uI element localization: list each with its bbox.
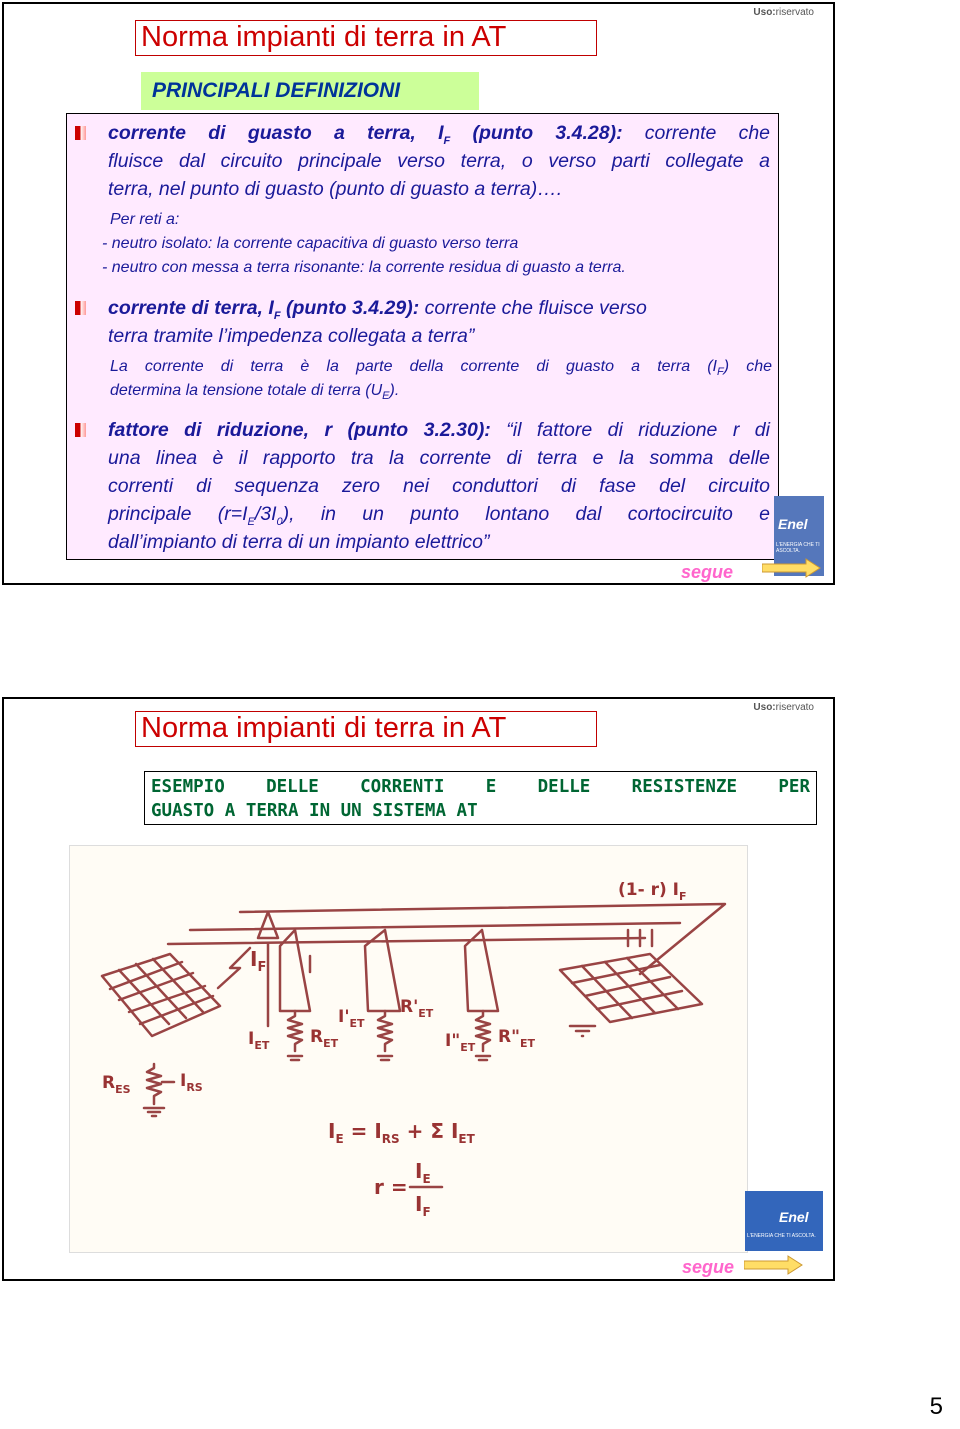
definition-1-line-2: fluisce dal circuito principale verso terra, o verso parti collegate a	[108, 150, 770, 172]
definition-3-line-5: dall’impianto di terra di un impianto elettrico”	[108, 531, 490, 553]
definition-2-line-2: terra tramite l’impedenza collegata a terra”	[108, 325, 475, 347]
bullet-icon	[75, 301, 86, 315]
definition-3-line-4: principale $(r=I_E/3I_0)$, in un punto lontano dal cortocircuito e	[108, 503, 770, 528]
page-number: 5	[929, 1393, 943, 1420]
classification-label: Uso:riservato	[753, 7, 814, 18]
definition-2-desc-2: determina la tensione totale di terra $(U_E)$.	[110, 382, 400, 403]
classification-label: Uso:riservato	[753, 702, 814, 713]
enel-logo: Enel L'ENERGIA CHE TI ASCOLTA.	[774, 496, 824, 576]
equation-numerator: $I_E$	[415, 1159, 431, 1186]
equation-reduction-factor: r =	[374, 1175, 408, 1199]
bullet-icon	[75, 126, 86, 140]
label-i2et: $I"_{ET}$	[445, 1031, 476, 1054]
label-i1et: $I'_{ET}$	[338, 1007, 365, 1030]
next-arrow-icon[interactable]	[762, 558, 822, 578]
label-r2et: $R"_{ET}$	[498, 1027, 535, 1050]
label-res: $R_{ES}$	[102, 1073, 131, 1096]
bullet-icon	[75, 423, 86, 437]
enel-logo: Enel L'ENERGIA CHE TI ASCOLTA.	[745, 1191, 823, 1251]
slide-title: Norma impianti di terra in AT	[135, 20, 597, 56]
label-1-r-if: (1- r) $I_F$	[618, 880, 687, 903]
diagram-drawing	[70, 846, 747, 1252]
definition-1-line-3: terra, nel punto di guasto (punto di guasto a terra)….	[108, 178, 563, 200]
next-arrow-icon[interactable]	[744, 1255, 804, 1275]
section-subtitle: PRINCIPALI DEFINIZIONI	[141, 72, 479, 110]
label-r1et: $R'_{ET}$	[400, 997, 434, 1020]
per-reti-label: Per reti a:	[110, 211, 180, 228]
definition-3-heading: fattore di riduzione, r (punto 3.2.30): “il fattore di riduzione r di	[108, 419, 770, 441]
equation-denominator: $I_F$	[415, 1192, 431, 1219]
definition-3-line-3: correnti di sequenza zero nei conduttori di fase del circuito	[108, 475, 770, 497]
segue-label: segue	[682, 1257, 735, 1277]
label-iet: $I_{ET}$	[248, 1029, 270, 1052]
definition-2-heading: corrente di terra, $I_F$ (punto 3.4.29): corrente che fluisce verso	[108, 297, 647, 322]
definition-1-heading: corrente di guasto a terra, $I_F$ (punto 3.4.28): corrente che	[108, 122, 771, 147]
label-if: $I_F$	[250, 947, 267, 975]
earth-fault-diagram	[69, 845, 748, 1253]
slide-1	[2, 2, 835, 585]
example-heading: ESEMPIO DELLE CORRENTI E DELLE RESISTENZE PER GUASTO A TERRA IN UN SISTEMA AT	[144, 771, 817, 825]
definition-1-item-2: - neutro con messa a terra risonante: la corrente residua di guasto a terra.	[102, 259, 626, 276]
label-irs: $I_{RS}$	[180, 1071, 203, 1094]
slide-2	[2, 697, 835, 1281]
slide-title: Norma impianti di terra in AT	[135, 711, 597, 747]
equation-earth-current: $I_E = I_{RS} + \Sigma$ $I_{ET}$	[328, 1119, 475, 1146]
definition-2-desc-1: La corrente di terra è la parte della corrente di guasto a terra $(I_F)$ che	[110, 358, 772, 379]
label-ret: $R_{ET}$	[310, 1027, 339, 1050]
segue-label: segue	[681, 562, 734, 582]
definition-3-line-2: una linea è il rapporto tra la corrente di terra e la somma delle	[108, 447, 770, 469]
definition-1-item-1: - neutro isolato: la corrente capacitiva di guasto verso terra	[102, 235, 519, 252]
